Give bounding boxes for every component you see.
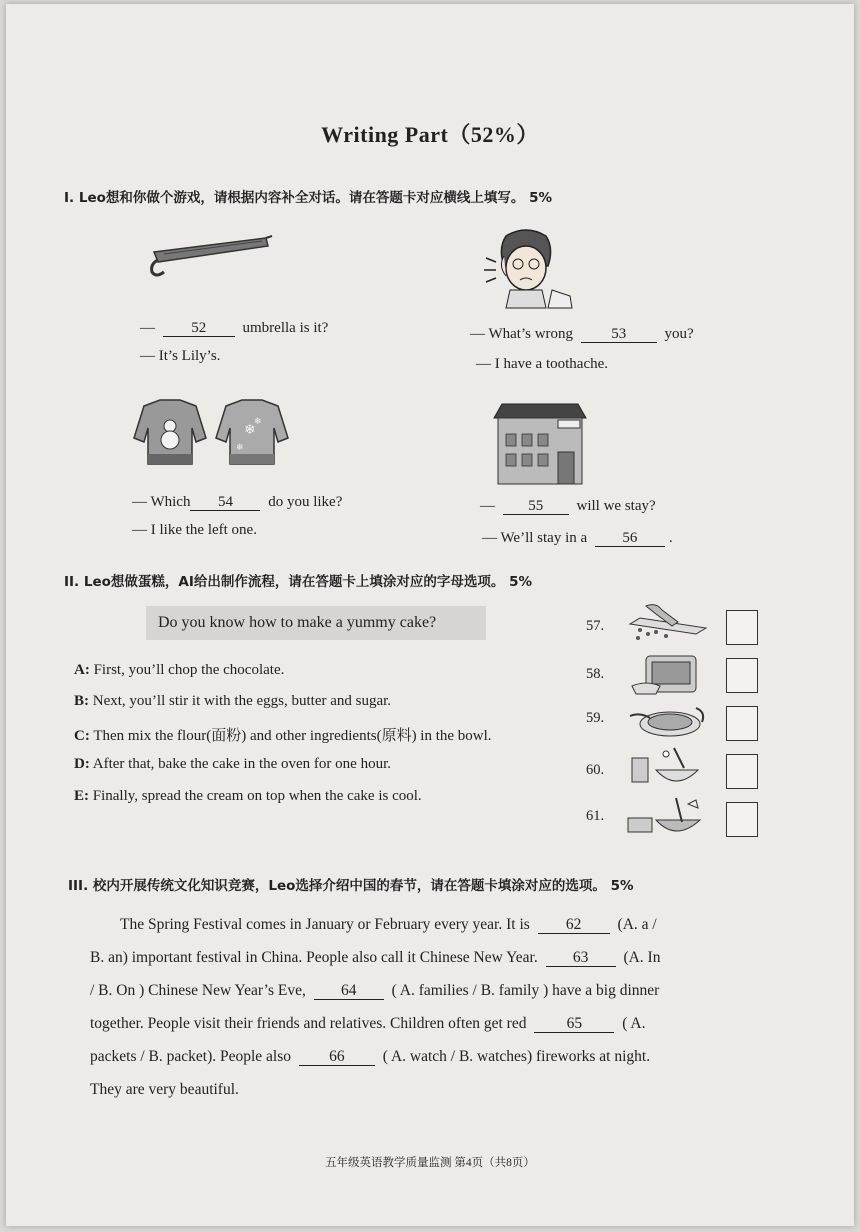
q55-reply-pre: — We’ll stay in a: [482, 530, 588, 546]
passage-line-1: [120, 908, 820, 941]
passage-text: ( A. families / B. family ) have a big dinner: [391, 982, 660, 999]
oven-icon: [626, 652, 710, 698]
page-footer: 五年级英语教学质量监测 第4页（共8页）: [325, 1157, 535, 1169]
q52-reply: — It’s Lily’s.: [140, 348, 221, 364]
q58-label: 58.: [586, 666, 605, 682]
passage-line-5: [90, 1040, 790, 1073]
q53-pre: — What’s wrong: [470, 326, 574, 342]
step-text: Then mix the flour(面粉) and other ingredients(原料) in the bowl.: [93, 728, 492, 744]
q54-reply: — I like the left one.: [132, 522, 257, 538]
mixing-bowl-icon: [626, 744, 710, 792]
passage-text: The Spring Festival comes in January or February every year. It is: [120, 916, 530, 933]
hotel-icon: [492, 402, 588, 488]
step-a: [74, 662, 284, 679]
section-2-heading: II. Leo想做蛋糕，AI给出制作流程，请在答题卡上填涂对应的字母选项。 5%: [64, 574, 532, 590]
toothache-boy-icon: [476, 226, 576, 310]
step-letter: A:: [74, 662, 90, 678]
passage-text: ( A. watch / B. watches) fireworks at night.: [382, 1048, 651, 1065]
blank-52[interactable]: 52: [163, 320, 235, 337]
passage-text: / B. On ) Chinese New Year’s Eve,: [90, 982, 306, 999]
answer-box-57[interactable]: [726, 610, 758, 645]
step-letter: D:: [74, 756, 90, 772]
q53-reply: — I have a toothache.: [476, 356, 609, 372]
blank-55[interactable]: 55: [503, 498, 569, 515]
step-text: First, you’ll chop the chocolate.: [93, 662, 285, 678]
answer-box-61[interactable]: [726, 802, 758, 837]
q57-label: 57.: [586, 618, 605, 634]
blank-63[interactable]: 63: [546, 950, 616, 967]
step-text: After that, bake the cake in the oven for one hour.: [92, 756, 391, 772]
q59-label: 59.: [586, 710, 605, 726]
svg-text:❄: ❄: [254, 417, 262, 427]
blank-53[interactable]: 53: [581, 326, 657, 343]
answer-box-59[interactable]: [726, 706, 758, 741]
q54-line: [132, 494, 342, 511]
q52-pre: —: [140, 320, 155, 336]
sweaters-icon: [132, 398, 292, 468]
passage-text: together. People visit their friends and relatives. Children often get red: [90, 1015, 527, 1032]
passage-line-2: [90, 941, 790, 974]
q53-line: [470, 326, 694, 343]
step-text: Next, you’ll stir it with the eggs, butter and sugar.: [92, 693, 392, 709]
blank-54[interactable]: 54: [190, 494, 260, 511]
svg-text:❄: ❄: [236, 443, 244, 453]
svg-text:❄: ❄: [244, 422, 256, 438]
passage-text: ( A.: [622, 1015, 646, 1032]
passage-text: (A. a /: [617, 916, 657, 933]
step-d: [74, 756, 391, 773]
blank-56[interactable]: 56: [595, 530, 665, 547]
passage-text: (A. In: [623, 949, 661, 966]
page-title: Writing Part（52%）: [321, 122, 539, 147]
step-c: [74, 724, 492, 745]
step-letter: E:: [74, 788, 89, 804]
q55-post: will we stay?: [576, 498, 656, 514]
step-letter: C:: [74, 728, 90, 744]
passage-text: B. an) important festival in China. People also call it Chinese New Year.: [90, 949, 538, 966]
q55-line: [480, 498, 656, 515]
step-b: [74, 693, 391, 710]
blank-64[interactable]: 64: [314, 983, 384, 1000]
q52-line: [140, 320, 328, 337]
ai-prompt-box: Do you know how to make a yummy cake?: [146, 606, 486, 640]
q52-post: umbrella is it?: [242, 320, 329, 336]
chopping-icon: [626, 600, 710, 644]
q61-label: 61.: [586, 808, 605, 824]
q54-pre: — Which: [132, 494, 191, 510]
blank-62[interactable]: 62: [538, 917, 610, 934]
q53-post: you?: [664, 326, 694, 342]
section-1-heading: I. Leo想和你做个游戏，请根据内容补全对话。请在答题卡对应横线上填写。 5%: [64, 190, 553, 206]
cream-cake-icon: [626, 702, 710, 742]
q55-reply-post: .: [668, 530, 673, 546]
exam-page: [6, 4, 854, 1226]
passage-line-4: [90, 1007, 790, 1040]
answer-box-58[interactable]: [726, 658, 758, 693]
step-e: [74, 788, 422, 805]
blank-65[interactable]: 65: [534, 1016, 614, 1033]
blank-66[interactable]: 66: [299, 1049, 375, 1066]
section-3-heading: III. 校内开展传统文化知识竞赛，Leo选择介绍中国的春节，请在答题卡填涂对应的选项。 5%: [68, 878, 634, 894]
q60-label: 60.: [586, 762, 605, 778]
stirring-icon: [626, 796, 710, 842]
step-letter: B:: [74, 693, 89, 709]
q55-pre: —: [480, 498, 495, 514]
q54-post: do you like?: [268, 494, 343, 510]
answer-box-60[interactable]: [726, 754, 758, 789]
umbrella-icon: [144, 232, 274, 282]
passage-line-6: They are very beautiful.: [90, 1081, 239, 1098]
step-text: Finally, spread the cream on top when the cake is cool.: [92, 788, 422, 804]
q55-reply: [482, 530, 673, 547]
passage-line-3: [90, 974, 790, 1007]
passage-text: packets / B. packet). People also: [90, 1048, 292, 1065]
